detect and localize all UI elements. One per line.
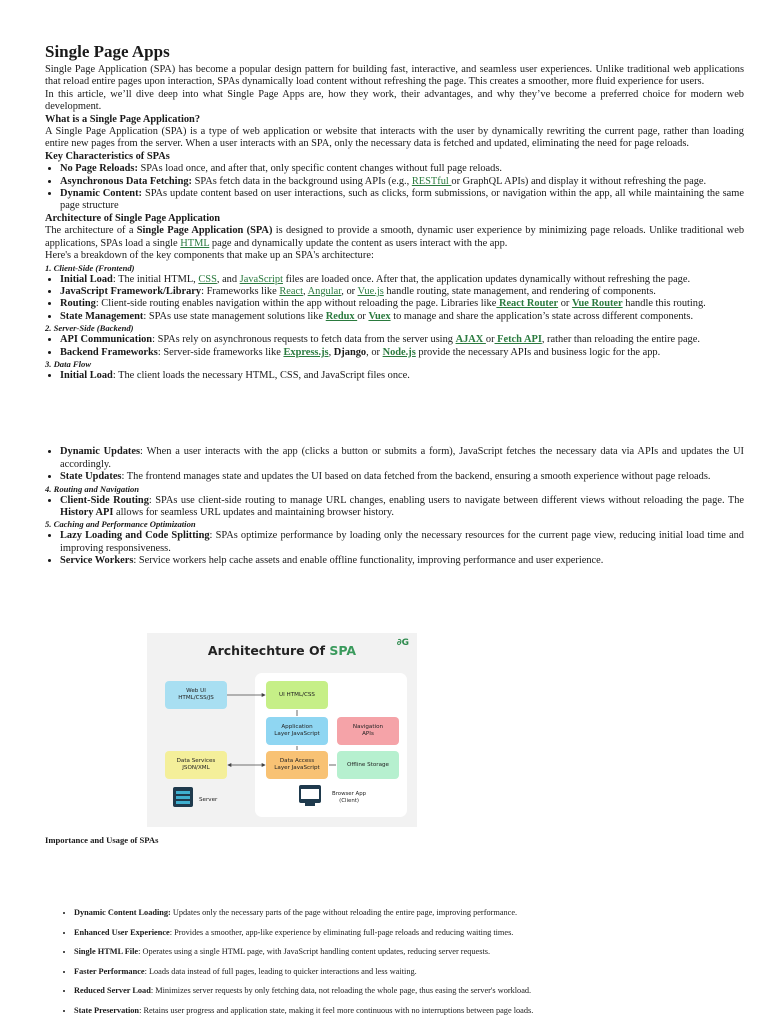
list-item: • Asynchronous Data Fetching: SPAs fetch data in the background using APIs (e.g., RESTful or GraphQL APIs) and display it without refreshing the page. [60,176,744,188]
what-paragraph: A Single Page Application (SPA) is a type of web application or website that interacts with the user by dynamically rewriting the current page, rather than loading entire new pages from the server. When a user interacts with an SPA, only the necessary data is fetched and updated, eliminating the need for page reloads. [45,126,744,150]
page-title: Single Page Apps [45,42,170,61]
link-redux[interactable]: Redux [325,310,358,322]
subheading-server-side: 2. Server-Side (Backend) [45,323,134,334]
data-flow-list-continued [45,446,744,483]
list-item: • Dynamic Updates: When a user interacts with the app (clicks a button or submits a form), JavaScript fetches the necessary data via APIs and updates the UI accordingly. [60,446,744,471]
list-item: • API Communication: SPAs rely on asynchronous requests to fetch data from the server using AJAX or Fetch API, rather than reloading the entire page. [60,334,744,346]
subheading-caching: 5. Caching and Performance Optimization [45,519,196,530]
link-restful[interactable]: RESTful [411,175,452,187]
data-flow-list [45,370,744,382]
link-html[interactable]: HTML [180,237,210,249]
list-item: • JavaScript Framework/Library: Frameworks like React, Angular, or Vue.js handle routing, state management, and rendering of components. [60,286,744,298]
section-heading-key: Key Characteristics of SPAs [45,150,170,162]
link-css[interactable]: CSS [198,273,217,285]
list-item: • Routing: Client-side routing enables navigation within the app without reloading the page. Libraries like React Router or Vue Router handle this routing. [60,298,744,310]
list-item: • Backend Frameworks: Server-side frameworks like Express.js, Django, or Node.js provide the necessary APIs and business logic for the app. [60,347,744,359]
list-item: • Initial Load: The client loads the necessary HTML, CSS, and JavaScript files once. [60,370,744,382]
client-side-list [45,274,744,324]
architecture-diagram [147,633,417,827]
importance-list [59,908,764,1026]
caching-list [45,530,744,567]
intro-paragraph: In this article, we’ll dive deep into what Single Page Apps are, how they work, their advantages, and why they’ve become a preferred choice for modern web development. [45,88,744,113]
routing-list [45,495,744,520]
list-item: • State Updates: The frontend manages state and updates the UI based on data fetched from the backend, ensuring a smooth experience without page reloads. [60,471,744,483]
link-react-router[interactable]: React Router [496,298,559,310]
architecture-breakdown: Here's a breakdown of the key components that make up an SPA's architecture: [45,250,374,262]
link-vuejs[interactable]: Vue.js [357,285,384,297]
subheading-client-side: 1. Client-Side (Frontend) [45,262,135,273]
browser-icon [299,785,321,806]
server-icon [173,787,193,807]
diagram-box-web-ui: Web UI HTML/CSS/JS [165,681,227,709]
blank-space [45,382,744,446]
link-ajax[interactable]: AJAX [455,334,486,346]
diagram-label-server: Server [199,797,218,803]
subheading-routing: 4. Routing and Navigation [45,483,140,494]
gfg-logo: ∂G [396,638,409,648]
list-item: • Dynamic Content: SPAs update content based on user interactions, such as clicks, form submissions, or navigation within the app, all while maintaining the same page structure [60,188,744,213]
diagram-label-browser: Browser App (Client) [332,791,367,804]
diagram-box-data-services: Data Services JSON/XML [165,751,227,779]
list-item: • Single HTML File: Operates using a single HTML page, with JavaScript handling content updates, reducing server requests. [74,947,764,957]
link-vue-router[interactable]: Vue Router [571,298,623,310]
article [45,42,744,568]
link-expressjs[interactable]: Express.js [283,346,329,358]
diagram-box-navigation-apis: Navigation APIs [337,717,399,745]
link-react[interactable]: React [279,285,303,297]
list-item: • Reduced Server Load: Minimizes server requests by only fetching data, not reloading the whole page, thus easing the server's workload. [74,986,764,996]
list-item: • Lazy Loading and Code Splitting: SPAs optimize performance by loading only the necessary resources for the current page view, reducing initial load time and improving responsiveness. [60,530,744,555]
diagram-box-data-access: Data Access Layer JavaScript [266,751,328,779]
link-nodejs[interactable]: Node.js [382,346,416,358]
list-item: • State Preservation: Retains user progress and application state, making it feel more continuous with no interruptions between page loads. [74,1006,764,1016]
list-item: • Client-Side Routing: SPAs use client-side routing to manage URL changes, enabling users to navigate between different views without reloading the page. The History API allows for seamless URL updates and maintaining browser history. [60,495,744,520]
diagram-title: Architechture Of SPA [207,643,357,658]
diagram-box-offline-storage: Offline Storage [337,751,399,779]
list-item: • Initial Load: The initial HTML, CSS, and JavaScript files are loaded once. After that, the application updates dynamically without refreshing the page. [60,274,744,286]
list-item: • Enhanced User Experience: Provides a smoother, app-like experience by eliminating full-page reloads and reducing waiting times. [74,928,764,938]
list-item: • Service Workers: Service workers help cache assets and enable offline functionality, improving performance and user experience. [60,555,744,567]
intro-paragraph: Single Page Application (SPA) has become a popular design pattern for building fast, interactive, and seamless user experiences. Unlike traditional web applications that reload entire pages upon interaction, SPAs dynamically load content without refreshing the page. This creates a smoother, more fluid experience for users. [45,64,744,88]
list-item: • Faster Performance: Loads data instead of full pages, leading to quicker interactions and less waiting. [74,967,764,977]
key-characteristics-list [45,163,744,213]
server-side-list [45,334,744,359]
section-heading-what: What is a Single Page Application? [45,113,201,125]
list-item: • Dynamic Content Loading: Updates only the necessary parts of the page without reloading the entire page, improving performance. [74,908,764,918]
link-vuex[interactable]: Vuex [368,310,391,322]
diagram-box-application-layer: Application Layer JavaScript [266,717,328,745]
list-item: • No Page Reloads: SPAs load once, and after that, only specific content changes without full page reloads. [60,163,744,175]
subheading-data-flow: 3. Data Flow [45,358,92,369]
architecture-paragraph: The architecture of a Single Page Application (SPA) is designed to provide a smooth, dynamic user experience by minimizing page reloads. Unlike traditional web applications, SPAs load a single HTML page and dynamically update the content as users interact with the app. [45,225,745,249]
section-heading-importance: Importance and Usage of SPAs [45,835,159,845]
diagram-box-ui-html: UI HTML/CSS [266,681,328,709]
link-angular[interactable]: Angular [307,285,342,297]
section-heading-architecture: Architecture of Single Page Application [45,212,221,224]
link-fetch-api[interactable]: Fetch API [494,334,542,346]
list-item: • State Management: SPAs use state management solutions like Redux or Vuex to manage and share the application’s state across different components. [60,311,744,323]
link-javascript[interactable]: JavaScript [239,273,283,285]
